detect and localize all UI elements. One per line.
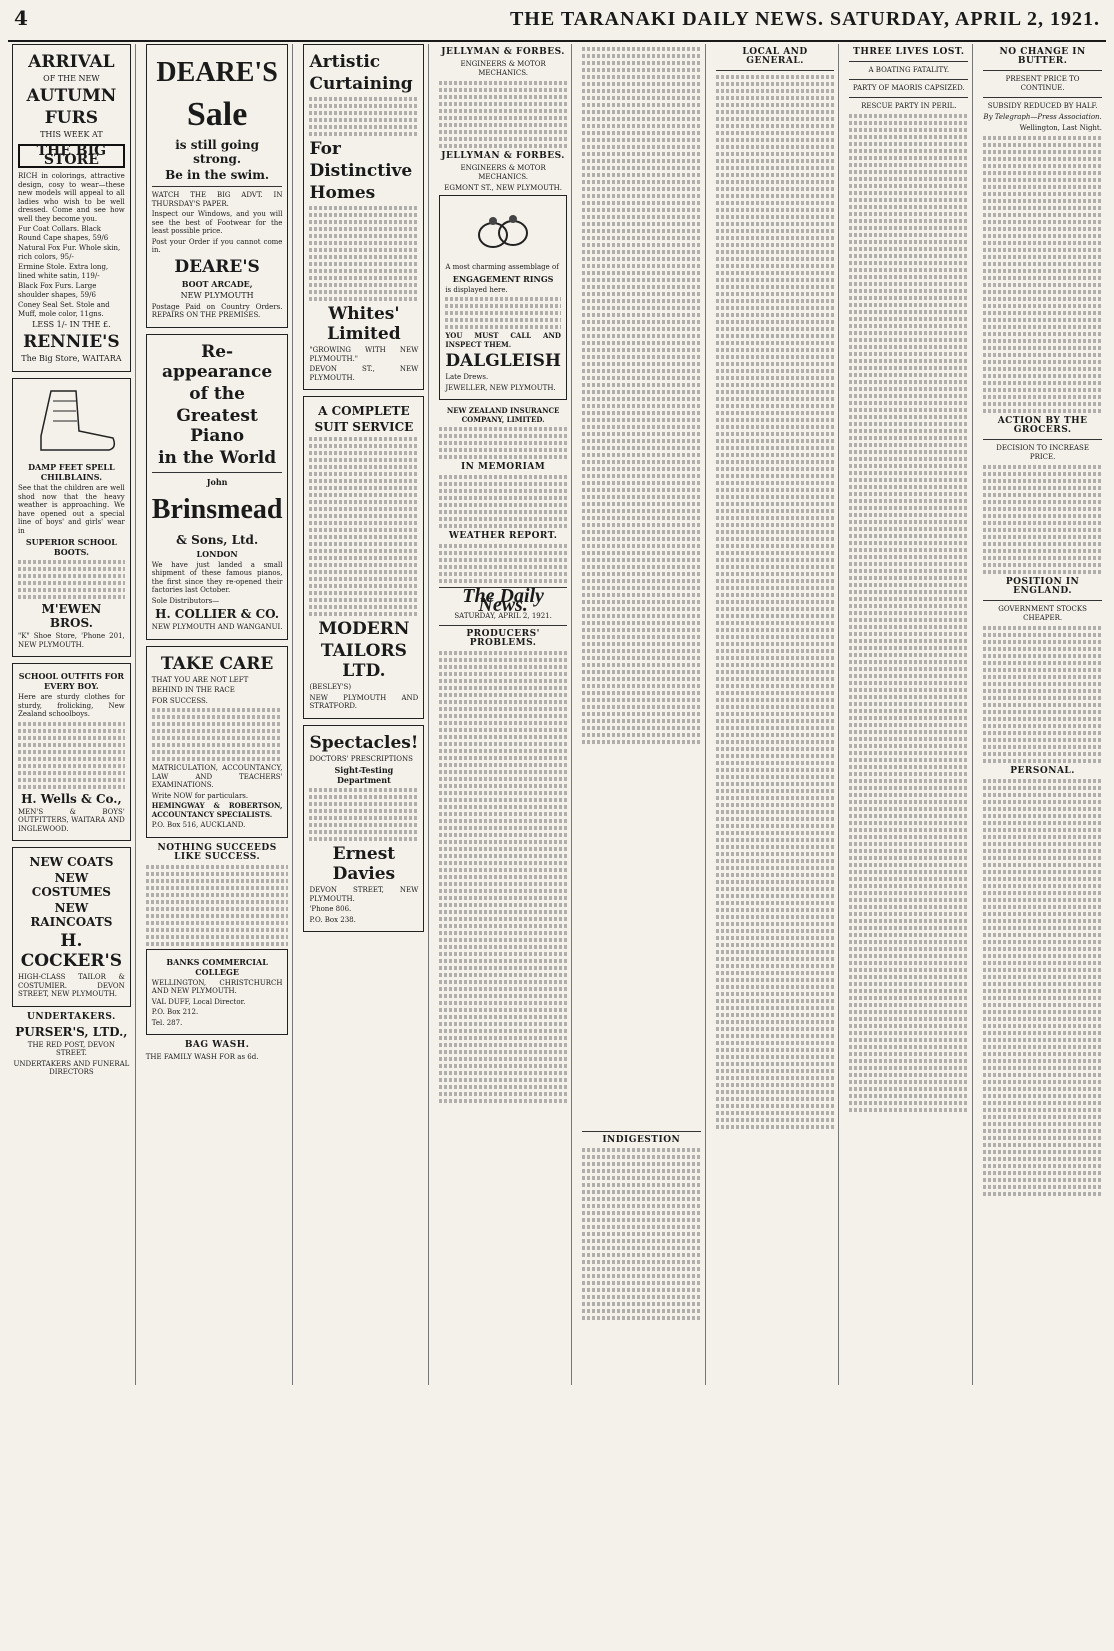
cocker-tailor-ad xyxy=(12,847,131,1007)
article-subheading: GOVERNMENT STOCKS CHEAPER. xyxy=(998,605,1087,622)
ad-heading: ENGAGEMENT RINGS xyxy=(452,273,554,284)
article-body xyxy=(983,626,1102,763)
ad-product: SUPERIOR SCHOOL BOOTS. xyxy=(25,537,117,557)
ad-discount: LESS 1/- IN THE £. xyxy=(32,320,111,329)
ad-tagline: Be in the swim. xyxy=(165,168,270,182)
column-8 xyxy=(979,44,1106,1385)
ad-text: We have just landed a small shipment of these famous pianos, the first since they re-opened their factories last October. xyxy=(151,560,283,594)
ad-firm: HEMINGWAY & ROBERTSON, ACCOUNTANCY SPECIALISTS. xyxy=(151,801,283,819)
ad-text: Postage Paid on Country Orders. REPAIRS ON THE PREMISES. xyxy=(151,302,283,319)
ad-firm: H. COLLIER & CO. xyxy=(155,607,280,621)
ad-firm: H. Wells & Co., xyxy=(21,791,122,806)
banks-college-ad xyxy=(146,949,289,1036)
ad-text: John xyxy=(206,476,228,487)
article-heading: PRODUCERS' PROBLEMS. xyxy=(466,629,540,648)
article-subheading: DECISION TO INCREASE PRICE. xyxy=(996,444,1089,461)
ad-address: EGMONT ST., NEW PLYMOUTH. xyxy=(444,184,562,192)
ad-heading: NEW ZEALAND INSURANCE COMPANY, LIMITED. xyxy=(446,406,560,424)
ad-heading: TAKE CARE xyxy=(160,653,274,674)
ad-address: NEW PLYMOUTH AND WANGANUI. xyxy=(151,623,283,631)
text-filler xyxy=(439,544,567,583)
article-body xyxy=(582,47,701,1127)
ad-intro: RICH in colorings, attractive design, cosy to wear—these new models will appeal to all ladies who wish to be well dressed. Come and see how well they become you. xyxy=(18,172,125,223)
ad-address: HIGH-CLASS TAILOR & COSTUMIER. DEVON STREET, NEW PLYMOUTH. xyxy=(18,973,125,998)
article-body xyxy=(582,1148,701,1320)
ad-text: FOR SUCCESS. xyxy=(151,696,208,705)
ad-text: Late Drews. xyxy=(445,373,489,381)
column-3 xyxy=(299,44,429,1385)
ad-heading: For xyxy=(309,139,341,159)
text-filler xyxy=(309,206,418,301)
ad-heading: JELLYMAN & FORBES. xyxy=(441,47,565,57)
ad-address: MEN'S & BOYS' OUTFITTERS, WAITARA AND INGLEWOOD. xyxy=(18,807,125,833)
ad-text: Here are sturdy clothes for sturdy, frolicking, New Zealand schoolboys. xyxy=(18,693,125,718)
column-5 xyxy=(578,44,706,1385)
article-body xyxy=(849,114,968,1374)
article-subheading: PARTY OF MAORIS CAPSIZED. xyxy=(852,84,965,92)
text-filler xyxy=(152,708,283,761)
ad-firm: Ernest Davies xyxy=(332,844,396,884)
column-4 xyxy=(435,44,572,1385)
ad-heading: Sale xyxy=(186,96,248,133)
article-byline: By Telegraph—Press Association. xyxy=(983,113,1102,121)
ad-text: Write NOW for particulars. xyxy=(151,791,249,800)
article-heading: INDIGESTION xyxy=(602,1135,681,1145)
ad-address: DEVON STREET, NEW PLYMOUTH. xyxy=(309,886,419,903)
ad-text: Sole Distributors— xyxy=(151,596,220,605)
text-filler xyxy=(309,97,418,136)
ad-firm: DEARE'S xyxy=(174,256,260,277)
text-filler xyxy=(309,788,418,841)
section-heading: IN MEMORIAM xyxy=(460,462,546,472)
text-filler xyxy=(18,560,125,599)
ad-text: (BESLEY'S) xyxy=(309,683,352,691)
ad-firm: H. COCKER'S xyxy=(20,931,122,971)
section-heading: WEATHER REPORT. xyxy=(448,531,558,541)
whites-curtain-ad xyxy=(303,44,424,390)
ad-text: "GROWING WITH NEW PLYMOUTH." xyxy=(309,346,419,363)
masthead xyxy=(8,6,1106,42)
ad-text: See that the children are well shod now that the heavy weather is approaching. We have opened out a special line of boys' and girls' wear in xyxy=(18,484,125,535)
article-subheading: SUBSIDY REDUCED BY HALF. xyxy=(987,102,1098,110)
text-filler xyxy=(445,297,561,329)
ad-heading: SUIT SERVICE xyxy=(314,420,414,434)
ad-text: P.O. Box 238. xyxy=(309,915,356,924)
ad-address: NEW PLYMOUTH AND STRATFORD. xyxy=(309,693,419,710)
article-body xyxy=(439,651,567,1651)
ad-heading: Homes xyxy=(309,183,376,203)
ad-heading: Spectacles! xyxy=(309,732,419,753)
ad-text: Post your Order if you cannot come in. xyxy=(151,237,283,254)
boot-illustration xyxy=(21,386,121,456)
ad-text: 'Phone 806. xyxy=(309,905,352,913)
ad-text: THE FAMILY WASH FOR as 6d. xyxy=(145,1053,259,1061)
article-subheading: RESCUE PARTY IN PERIL. xyxy=(861,102,957,110)
text-filler xyxy=(439,475,567,528)
ad-heading: A COMPLETE xyxy=(318,404,410,418)
ad-text: P.O. Box 212. xyxy=(151,1008,199,1016)
article-subheading: PRESENT PRICE TO CONTINUE. xyxy=(1005,75,1080,92)
ad-heading: BANKS COMMERCIAL COLLEGE xyxy=(166,956,268,977)
ad-address: The Big Store, WAITARA xyxy=(21,354,122,363)
suit-service-ad xyxy=(303,396,424,719)
ad-item: Ermine Stole. Extra long, lined white satin, 119/- xyxy=(18,263,109,280)
article-body xyxy=(983,465,1102,574)
column-1 xyxy=(8,44,136,1385)
ad-item: Natural Fox Fur. Whole skin, rich colors, 95/- xyxy=(18,244,121,261)
ad-firm: PURSER'S, LTD., xyxy=(15,1024,128,1039)
ad-text: BOOT ARCADE, xyxy=(181,278,253,289)
article-body xyxy=(983,136,1102,413)
ad-heading: FURS xyxy=(44,108,99,128)
text-filler xyxy=(439,81,567,148)
ad-firm: M'EWEN BROS. xyxy=(41,602,102,630)
ad-text: Inspect our Windows, and you will see the best of Footwear for the least possible price. xyxy=(151,210,283,235)
ad-heading: Artistic xyxy=(309,52,381,72)
ad-text: OF THE NEW xyxy=(43,74,100,83)
ad-address: JEWELLER, NEW PLYMOUTH. xyxy=(445,383,556,392)
text-filler xyxy=(439,427,567,459)
ad-address: THE RED POST, DEVON STREET. xyxy=(27,1040,115,1057)
ad-heading: in the World xyxy=(158,447,277,468)
section-heading: NOTHING SUCCEEDS LIKE SUCCESS. xyxy=(157,842,277,862)
columns xyxy=(8,44,1106,1385)
editorial-masthead: The Daily News. xyxy=(462,585,544,616)
ad-text: WATCH THE BIG ADVT. IN THURSDAY'S PAPER. xyxy=(151,191,283,208)
store-logo: THE BIG STORE xyxy=(18,144,125,168)
text-filler xyxy=(146,865,289,946)
ernest-davies-ad xyxy=(303,725,424,933)
ad-firm: DALGLEISH xyxy=(445,351,561,371)
ad-text: MATRICULATION, ACCOUNTANCY, LAW AND TEACHERS' EXAMINATIONS. xyxy=(151,764,283,789)
ad-text: Tel. 287. xyxy=(151,1018,183,1027)
section-heading: UNDERTAKERS. xyxy=(27,1011,116,1022)
ad-brand: Brinsmead xyxy=(151,493,283,525)
column-7 xyxy=(845,44,973,1385)
ad-text: BEHIND IN THE RACE xyxy=(151,686,235,694)
article-heading: NO CHANGE IN BUTTER. xyxy=(999,47,1086,66)
mcewen-boots-ad xyxy=(12,378,131,657)
ad-heading: Re-appearance xyxy=(162,341,273,382)
ad-heading: AUTUMN xyxy=(26,86,117,106)
ad-line: NEW COATS xyxy=(29,855,114,869)
ad-text: Sight-Testing Department xyxy=(334,765,394,785)
ad-firm: Whites' Limited xyxy=(327,304,401,344)
section-heading: BAG WASH. xyxy=(184,1040,250,1050)
article-heading: ACTION BY THE GROCERS. xyxy=(997,416,1088,435)
rennies-fur-ad xyxy=(12,44,131,372)
text-filler xyxy=(309,437,418,616)
ad-address: NEW PLYMOUTH xyxy=(180,290,254,300)
ad-heading: of the xyxy=(189,383,245,404)
page-number: 4 xyxy=(14,6,28,30)
ad-heading: JELLYMAN & FORBES. xyxy=(441,151,565,161)
ad-heading: Curtaining xyxy=(309,74,413,94)
ad-item: Coney Seal Set. Stole and Muff, mole color, 11gns. xyxy=(18,301,110,318)
ad-heading: Distinctive xyxy=(309,161,413,181)
article-heading: PERSONAL. xyxy=(1010,766,1075,776)
ad-heading: MODERN xyxy=(318,619,410,639)
hemingway-college-ad xyxy=(146,646,289,838)
ad-address: "K" Shoe Store, 'Phone 201, NEW PLYMOUTH. xyxy=(18,632,125,649)
ad-firm: TAILORS LTD. xyxy=(320,641,407,681)
ad-text: ENGINEERS & MOTOR MECHANICS. xyxy=(460,60,546,77)
deares-sale-ad xyxy=(146,44,289,328)
ad-firm: DEARE'S xyxy=(156,57,278,88)
ad-text: is displayed here. xyxy=(445,285,508,294)
ad-firm: RENNIE'S xyxy=(23,332,120,352)
ad-address: DEVON ST., NEW PLYMOUTH. xyxy=(309,365,419,382)
article-heading: POSITION IN ENGLAND. xyxy=(1005,577,1080,596)
ad-text: A most charming assemblage of xyxy=(445,263,559,271)
ad-headline: DAMP FEET SPELL CHILBLAINS. xyxy=(28,462,115,482)
article-heading: THREE LIVES LOST. xyxy=(853,47,965,57)
ad-text: UNDERTAKERS AND FUNERAL DIRECTORS xyxy=(13,1059,130,1076)
article-subheading: A BOATING FATALITY. xyxy=(868,66,950,74)
ad-headline: SCHOOL OUTFITS FOR EVERY BOY. xyxy=(18,671,124,691)
ad-text: LONDON xyxy=(196,548,238,559)
ad-text: ENGINEERS & MOTOR MECHANICS. xyxy=(460,164,546,181)
article-body xyxy=(983,779,1102,1379)
article-body xyxy=(716,75,835,1375)
ad-heading: ARRIVAL xyxy=(28,52,115,72)
editorial-date: SATURDAY, APRIL 2, 1921. xyxy=(454,612,552,620)
ad-item: Black Fox Furs. Large shoulder shapes, 59/6 xyxy=(18,282,97,299)
brinsmead-piano-ad xyxy=(146,334,289,640)
column-6 xyxy=(712,44,840,1385)
article-heading: LOCAL AND GENERAL. xyxy=(742,47,808,66)
ad-address: WELLINGTON, CHRISTCHURCH AND NEW PLYMOUTH. xyxy=(151,978,283,995)
ad-text: THAT YOU ARE NOT LEFT xyxy=(151,675,249,684)
text-filler xyxy=(18,722,125,789)
ad-text: & Sons, Ltd. xyxy=(176,532,259,547)
ad-line: NEW RAINCOATS xyxy=(30,901,113,929)
rings-illustration xyxy=(468,205,538,255)
ad-text: DOCTORS' PRESCRIPTIONS xyxy=(309,754,413,763)
ad-text: VAL DUFF, Local Director. xyxy=(151,997,246,1006)
column-2 xyxy=(142,44,294,1385)
dalgleish-rings-ad xyxy=(439,195,567,400)
ad-text: YOU MUST CALL AND INSPECT THEM. xyxy=(445,331,561,349)
ad-address: P.O. Box 516, AUCKLAND. xyxy=(151,821,246,829)
wells-outfits-ad xyxy=(12,663,131,841)
ad-tagline: is still going strong. xyxy=(175,138,259,166)
article-dateline: Wellington, Last Night. xyxy=(1019,124,1102,132)
ad-heading: Greatest Piano xyxy=(176,405,258,446)
ad-item: Fur Coat Collars. Black Round Cape shapes, 59/6 xyxy=(18,225,109,242)
ad-line: NEW COSTUMES xyxy=(31,871,111,899)
ad-text: THIS WEEK AT xyxy=(40,130,103,139)
newspaper-title: THE TARANAKI DAILY NEWS. SATURDAY, APRIL 2, 1921. xyxy=(509,8,1100,30)
